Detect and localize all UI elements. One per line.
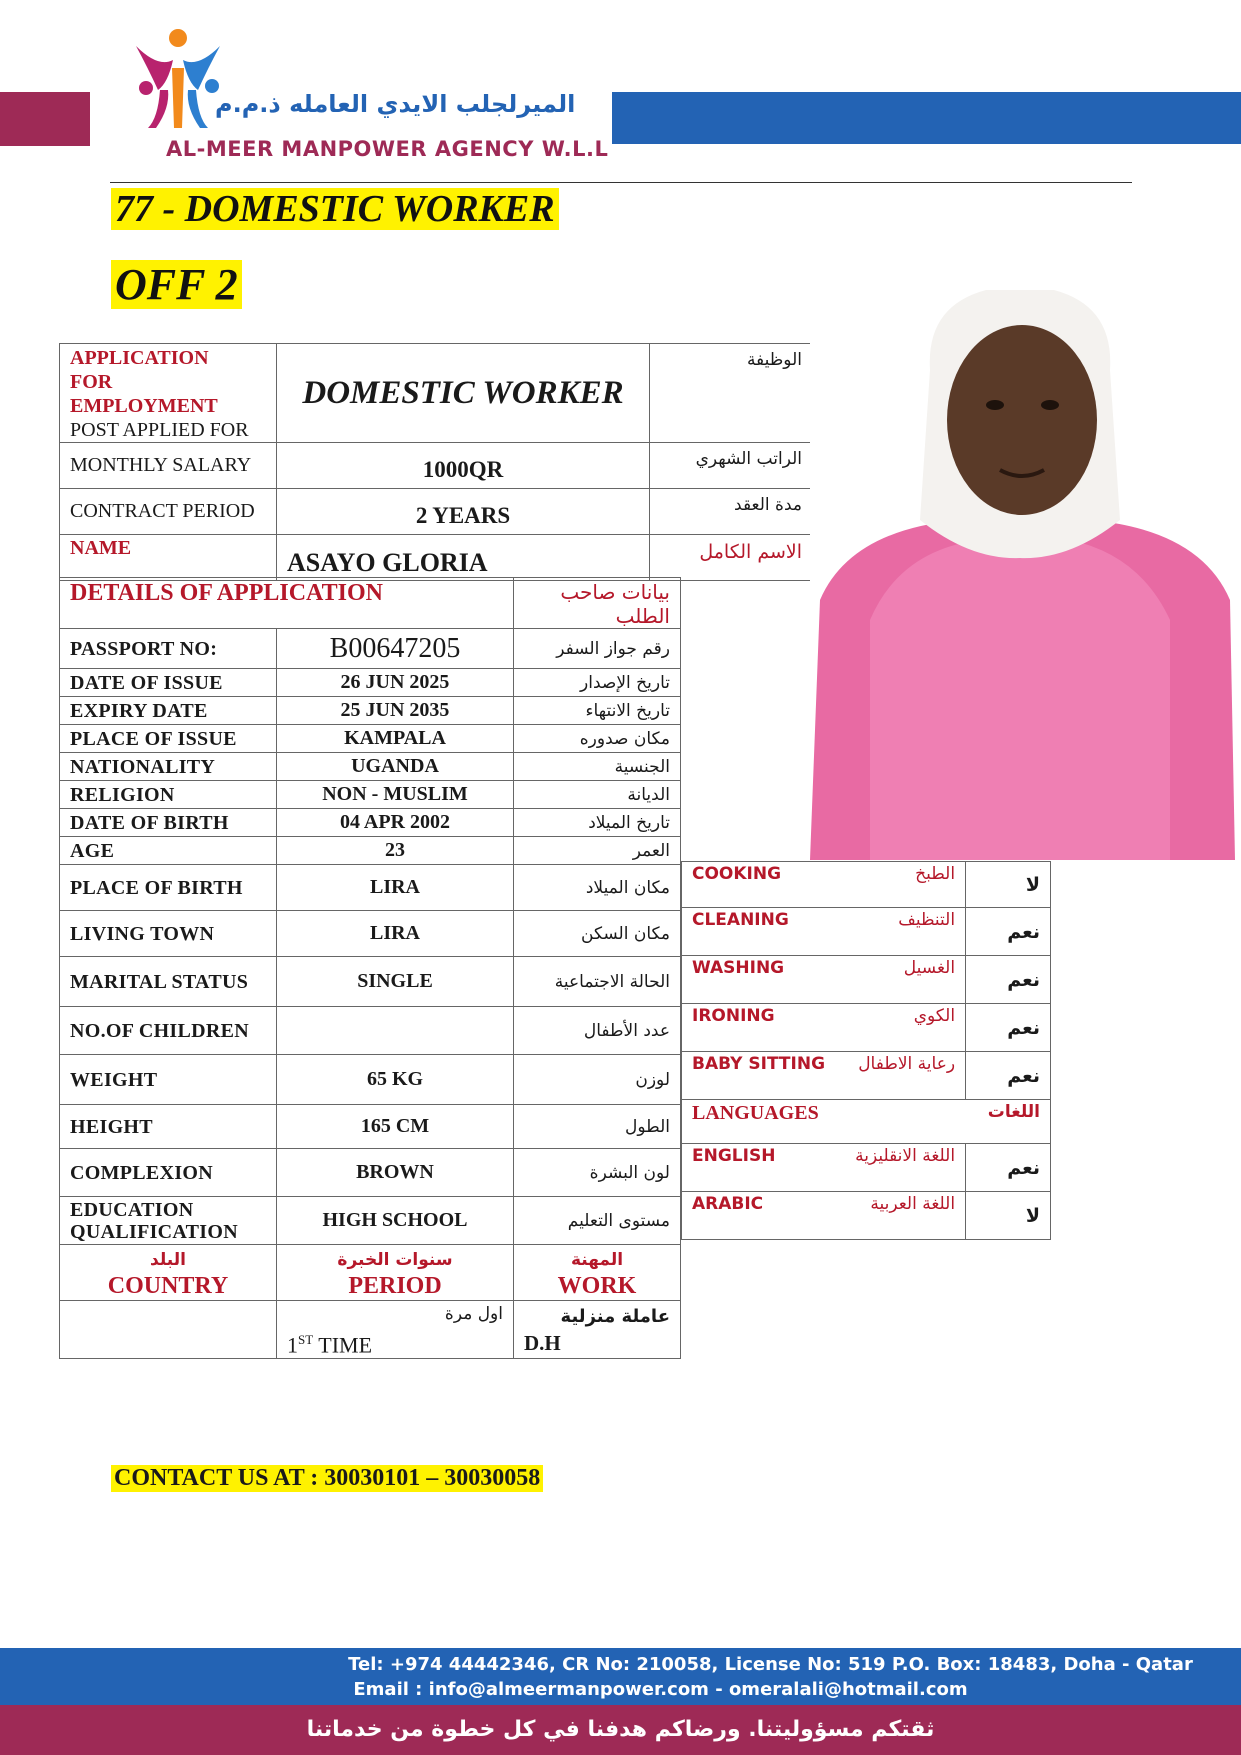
post-applied-label-ar: الوظيفة [650, 344, 813, 443]
detail-row [60, 809, 681, 837]
detail-value: 165 CM [277, 1105, 514, 1149]
header-bar-right [612, 92, 1241, 144]
experience-work-value: عاملة منزلية D.H [514, 1301, 681, 1359]
detail-value: 23 [277, 837, 514, 865]
detail-row [60, 697, 681, 725]
language-row-label: ARABIC [692, 1194, 764, 1214]
detail-label: MARITAL STATUS [60, 957, 277, 1007]
detail-label: PLACE OF BIRTH [60, 865, 277, 911]
detail-row [60, 1007, 681, 1055]
header-bar-left [0, 92, 90, 146]
skill-row-label-ar: الكوي [913, 1006, 956, 1026]
skill-row-answer: نعم [966, 1004, 1051, 1052]
detail-label-ar: تاريخ الميلاد [514, 809, 681, 837]
languages-heading: LANGUAGES [692, 1102, 819, 1124]
detail-value: B00647205 [277, 629, 514, 669]
application-table [59, 343, 813, 581]
languages-header-row [682, 1100, 1051, 1144]
detail-label-ar: رقم جواز السفر [514, 629, 681, 669]
page-title: 77 - DOMESTIC WORKER [111, 186, 559, 232]
language-row-label-ar: اللغة الانقليزية [855, 1146, 956, 1166]
detail-value: LIRA [277, 911, 514, 957]
skill-row-label: COOKING [692, 864, 782, 884]
applicant-photo [810, 290, 1235, 860]
skill-row-label-ar: التنظيف [898, 910, 956, 930]
detail-label-ar: عدد الأطفال [514, 1007, 681, 1055]
skill-row [682, 862, 1051, 908]
detail-label: PLACE OF ISSUE [60, 725, 277, 753]
experience-work-header: المهنة WORK [514, 1245, 681, 1301]
detail-label-ar: لون البشرة [514, 1149, 681, 1197]
language-row-answer: نعم [966, 1144, 1051, 1192]
language-row-label: ENGLISH [692, 1146, 776, 1166]
detail-label-ar: الطول [514, 1105, 681, 1149]
skill-row [682, 956, 1051, 1004]
detail-label: EDUCATION QUALIFICATION [60, 1197, 277, 1245]
skill-row-label: IRONING [692, 1006, 775, 1026]
detail-value [277, 1007, 514, 1055]
post-applied-label: APPLICATION FOR EMPLOYMENT POST APPLIED FOR [60, 344, 277, 443]
language-row [682, 1144, 1051, 1192]
detail-value: 65 KG [277, 1055, 514, 1105]
detail-row [60, 1149, 681, 1197]
skill-row-labels [682, 1052, 966, 1100]
detail-row [60, 1105, 681, 1149]
detail-row [60, 781, 681, 809]
skill-row-label-ar: الطبخ [915, 864, 956, 884]
language-row-answer: لا [966, 1192, 1051, 1240]
footer-email: Email : info@almeermanpower.com - omeralali@hotmail.com [353, 1679, 968, 1700]
detail-label-ar: تاريخ الإصدار [514, 669, 681, 697]
contract-label: CONTRACT PERIOD [60, 489, 277, 535]
post-applied-value: DOMESTIC WORKER [277, 344, 650, 443]
detail-label-ar: مكان السكن [514, 911, 681, 957]
skill-row-answer: نعم [966, 908, 1051, 956]
detail-row [60, 1197, 681, 1245]
name-label: NAME [60, 535, 277, 581]
name-label-ar: الاسم الكامل [650, 535, 813, 581]
skill-row-label-ar: رعاية الاطفال [858, 1054, 956, 1074]
skill-row-label: WASHING [692, 958, 785, 978]
salary-value: 1000QR [277, 443, 650, 489]
name-value: ASAYO GLORIA [277, 535, 650, 581]
detail-label: LIVING TOWN [60, 911, 277, 957]
detail-value: BROWN [277, 1149, 514, 1197]
detail-value: NON - MUSLIM [277, 781, 514, 809]
detail-value: UGANDA [277, 753, 514, 781]
skill-row-labels [682, 908, 966, 956]
detail-label: DATE OF ISSUE [60, 669, 277, 697]
detail-label-ar: تاريخ الانتهاء [514, 697, 681, 725]
language-row-label-ar: اللغة العربية [870, 1194, 956, 1214]
contract-value: 2 YEARS [277, 489, 650, 535]
footer-address: Tel: +974 44442346, CR No: 210058, License No: 519 P.O. Box: 18483, Doha - Qatar [348, 1654, 1193, 1675]
detail-value: LIRA [277, 865, 514, 911]
salary-label-ar: الراتب الشهري [650, 443, 813, 489]
detail-label-ar: مستوى التعليم [514, 1197, 681, 1245]
header-divider [110, 182, 1132, 183]
detail-row [60, 1055, 681, 1105]
skill-row-answer: نعم [966, 1052, 1051, 1100]
page-subtitle: OFF 2 [111, 262, 242, 308]
footer-info [0, 1648, 1241, 1705]
detail-value: HIGH SCHOOL [277, 1197, 514, 1245]
detail-value: 25 JUN 2035 [277, 697, 514, 725]
skill-row-labels [682, 862, 966, 908]
detail-row [60, 957, 681, 1007]
detail-label: AGE [60, 837, 277, 865]
experience-period-header: سنوات الخبرة PERIOD [277, 1245, 514, 1301]
contract-label-ar: مدة العقد [650, 489, 813, 535]
detail-value: 04 APR 2002 [277, 809, 514, 837]
detail-value: 26 JUN 2025 [277, 669, 514, 697]
detail-label: RELIGION [60, 781, 277, 809]
detail-value: KAMPALA [277, 725, 514, 753]
skill-row [682, 1004, 1051, 1052]
detail-row [60, 669, 681, 697]
details-table [59, 577, 681, 1359]
detail-label: WEIGHT [60, 1055, 277, 1105]
detail-label-ar: العمر [514, 837, 681, 865]
footer-slogan: ثقتكم مسؤوليتنا. ورضاكم هدفنا في كل خطوة من خدماتنا [0, 1705, 1241, 1755]
skill-row-labels [682, 1004, 966, 1052]
details-heading-ar: بيانات صاحب الطلب [514, 578, 681, 629]
detail-label: EXPIRY DATE [60, 697, 277, 725]
skill-row [682, 1052, 1051, 1100]
detail-label: COMPLEXION [60, 1149, 277, 1197]
experience-country-value [60, 1301, 277, 1359]
detail-label: PASSPORT NO: [60, 629, 277, 669]
experience-period-value: اول مرة 1ST TIME [277, 1301, 514, 1359]
detail-row [60, 753, 681, 781]
skill-row-label-ar: الغسيل [903, 958, 956, 978]
detail-label-ar: مكان الميلاد [514, 865, 681, 911]
salary-label: MONTHLY SALARY [60, 443, 277, 489]
skill-row [682, 908, 1051, 956]
language-row [682, 1192, 1051, 1240]
detail-row [60, 837, 681, 865]
skills-table [681, 861, 1051, 1240]
detail-row [60, 629, 681, 669]
language-row-labels [682, 1192, 966, 1240]
detail-label-ar: لوزن [514, 1055, 681, 1105]
languages-heading-ar: اللغات [987, 1102, 1040, 1122]
detail-label: DATE OF BIRTH [60, 809, 277, 837]
detail-label-ar: الحالة الاجتماعية [514, 957, 681, 1007]
skill-row-labels [682, 956, 966, 1004]
skill-row-label: CLEANING [692, 910, 789, 930]
logo-english-text: AL-MEER MANPOWER AGENCY W.L.L [166, 137, 609, 161]
detail-label-ar: الديانة [514, 781, 681, 809]
detail-value: SINGLE [277, 957, 514, 1007]
experience-country-header: البلد COUNTRY [60, 1245, 277, 1301]
skill-row-label: BABY SITTING [692, 1054, 826, 1074]
languages-header [682, 1100, 1051, 1144]
detail-label: HEIGHT [60, 1105, 277, 1149]
detail-label-ar: مكان صدوره [514, 725, 681, 753]
detail-label: NO.OF CHILDREN [60, 1007, 277, 1055]
logo-arabic-text: الميرلجلب الايدي العامله ذ.م.م [215, 90, 576, 118]
skill-row-answer: نعم [966, 956, 1051, 1004]
detail-row [60, 865, 681, 911]
language-row-labels [682, 1144, 966, 1192]
contact-line: CONTACT US AT : 30030101 – 30030058 [111, 1465, 543, 1492]
detail-label: NATIONALITY [60, 753, 277, 781]
detail-row [60, 911, 681, 957]
detail-label-ar: الجنسية [514, 753, 681, 781]
skill-row-answer: لا [966, 862, 1051, 908]
detail-row [60, 725, 681, 753]
details-heading: DETAILS OF APPLICATION [60, 578, 514, 629]
